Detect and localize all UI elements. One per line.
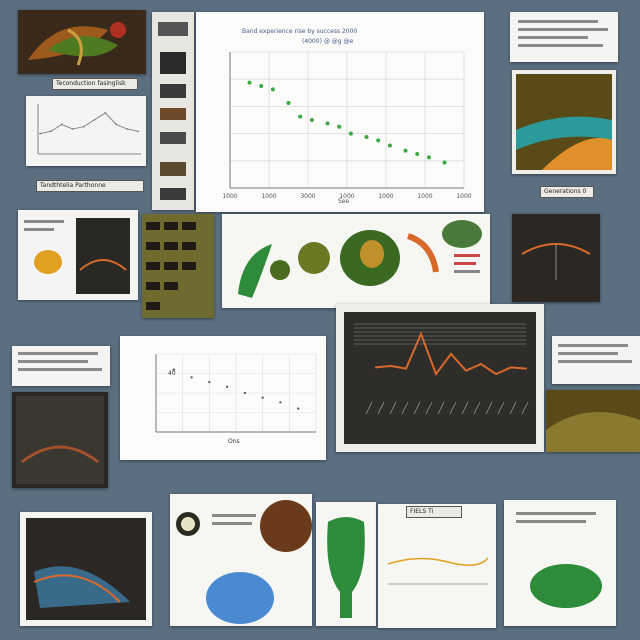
green-vase — [316, 502, 376, 626]
mini-line-chart-card[interactable] — [26, 96, 146, 166]
olive-grid-card[interactable] — [142, 214, 214, 318]
x-tick-label: 1000 — [378, 193, 394, 200]
image-card-right[interactable] — [512, 70, 616, 174]
doc-card-right-row3[interactable] — [552, 336, 640, 384]
doc-card-left-row2[interactable] — [18, 210, 138, 300]
main-chart-card[interactable] — [196, 12, 484, 212]
series-point — [137, 131, 139, 133]
series-point — [450, 353, 452, 355]
doc-card-left-row3[interactable] — [12, 346, 110, 386]
main-chart-subtitle: (4000) @ @g @e — [302, 38, 354, 45]
dark-chart-card[interactable] — [336, 304, 544, 452]
data-point — [271, 87, 275, 91]
mid-scatter-plot — [120, 336, 326, 460]
mid-chart-card[interactable] — [120, 336, 326, 460]
thumbnail-column[interactable] — [152, 12, 194, 210]
orange-curve — [512, 214, 600, 302]
mini-line-chart — [26, 96, 146, 166]
data-point — [337, 125, 341, 129]
green-fruit — [504, 500, 616, 626]
data-point — [365, 135, 369, 139]
series-point — [390, 365, 392, 367]
series-point — [465, 370, 467, 372]
series-point — [480, 363, 482, 365]
golden-texture-card[interactable] — [546, 390, 640, 452]
series-point — [405, 368, 407, 370]
plant-specimens — [222, 214, 490, 308]
series-point — [72, 128, 74, 130]
series-point — [420, 333, 422, 335]
mid-chart-tick: 40 — [168, 370, 176, 377]
dark-spectrum-card[interactable] — [512, 214, 600, 302]
data-point — [427, 155, 431, 159]
series-point — [83, 126, 85, 128]
data-point — [287, 101, 291, 105]
green-vase-card[interactable] — [316, 502, 376, 626]
plant-illustration-card[interactable] — [222, 214, 490, 308]
fruit-illustration — [18, 210, 138, 300]
main-chart-xlabel: See — [338, 198, 350, 205]
series-point — [115, 124, 117, 126]
data-point — [349, 132, 353, 136]
dark-fan-card[interactable] — [20, 512, 152, 626]
specimens-bottom — [170, 494, 312, 626]
doc-card-top-right[interactable] — [510, 12, 618, 62]
data-point — [244, 392, 246, 394]
mid-left-tag: Teconduction fasinglisk — [52, 78, 138, 90]
x-tick-label: 1000 — [339, 193, 355, 200]
right-tag: Generations 0 — [540, 186, 594, 198]
top-left-tag: Tandthtelia Parthonne — [36, 180, 144, 192]
x-tick-label: 1000 — [456, 193, 472, 200]
series-point — [94, 119, 96, 121]
leaf-illustration — [18, 10, 146, 74]
x-tick-label: 1000 — [417, 193, 433, 200]
series-point — [39, 133, 41, 135]
bottom-badge: FIELS Ti — [406, 506, 462, 518]
data-point — [259, 84, 263, 88]
mid-chart-axis-label: Ons — [228, 438, 240, 445]
series-point — [375, 366, 377, 368]
data-point — [298, 115, 302, 119]
series-point — [525, 368, 527, 370]
x-tick-label: 1000 — [261, 193, 277, 200]
data-point — [404, 149, 408, 153]
data-point — [443, 161, 447, 165]
data-point — [415, 152, 419, 156]
series-line — [40, 113, 138, 134]
data-point — [262, 397, 264, 399]
data-point — [279, 401, 281, 403]
olive-grid — [142, 214, 214, 318]
texture-stripes — [12, 392, 108, 488]
bottom-line-chart — [378, 504, 496, 628]
data-point — [326, 121, 330, 125]
series-point — [510, 366, 512, 368]
fan-diagram — [20, 512, 152, 626]
data-point — [208, 381, 210, 383]
main-scatter-plot — [196, 12, 484, 212]
series-point — [495, 373, 497, 375]
data-point — [297, 408, 299, 410]
series-point — [435, 373, 437, 375]
bottom-chart-card[interactable] — [378, 504, 496, 628]
main-chart-title: Band experience rise by success 2000 — [242, 28, 358, 35]
teal-orange-leaf — [512, 70, 616, 174]
series-point — [105, 112, 107, 114]
data-point — [388, 144, 392, 148]
data-point — [310, 118, 314, 122]
dark-texture-card[interactable] — [12, 392, 108, 488]
thumbnail-strip — [152, 12, 194, 210]
golden-texture — [546, 390, 640, 452]
green-fruit-card[interactable] — [504, 500, 616, 626]
image-card-top-left[interactable] — [18, 10, 146, 74]
data-point — [248, 81, 252, 85]
x-tick-label: 1000 — [222, 193, 238, 200]
data-point — [191, 376, 193, 378]
series-point — [126, 128, 128, 130]
dark-line-chart — [336, 304, 544, 452]
series-point — [50, 131, 52, 133]
data-point — [376, 138, 380, 142]
series-point — [61, 124, 63, 126]
data-point — [226, 386, 228, 388]
x-tick-label: 3000 — [300, 193, 316, 200]
specimen-card[interactable] — [170, 494, 312, 626]
